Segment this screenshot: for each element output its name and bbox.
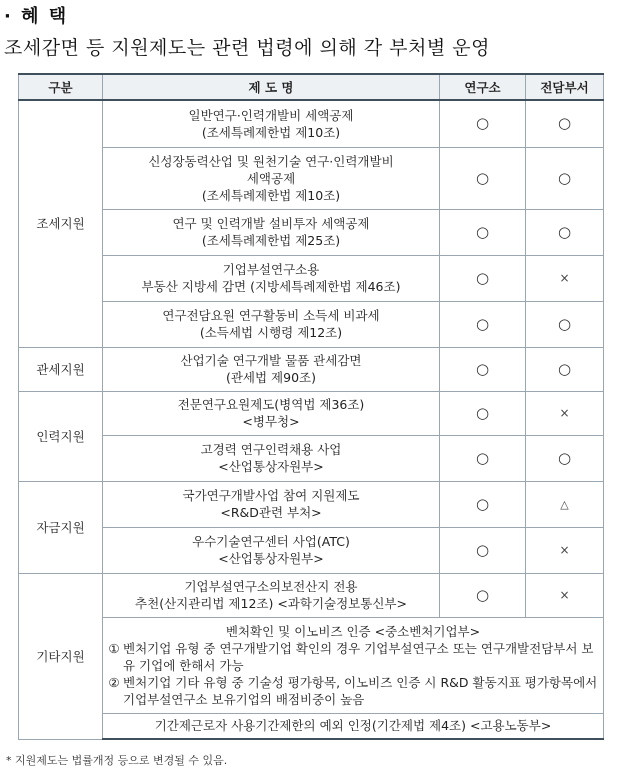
dept-mark: △ xyxy=(526,481,604,527)
system-cell xyxy=(103,573,440,617)
lab-mark: ○ xyxy=(440,391,526,435)
lab-mark: ○ xyxy=(440,435,526,481)
system-line: 일반연구·인력개발비 세액공제 xyxy=(188,107,354,123)
table-row xyxy=(19,347,604,391)
table-row xyxy=(19,147,604,209)
lab-mark: ○ xyxy=(440,347,526,391)
category-customs: 관세지원 xyxy=(19,347,103,391)
header-dept: 전담부서 xyxy=(526,74,604,100)
list-item xyxy=(105,674,601,708)
system-cell xyxy=(103,481,440,527)
table-row xyxy=(19,481,604,527)
table-row xyxy=(19,713,604,739)
lab-mark: ○ xyxy=(440,573,526,617)
dept-mark: × xyxy=(526,527,604,573)
system-cell xyxy=(103,209,440,255)
table-row xyxy=(19,301,604,347)
list-item xyxy=(105,640,601,674)
lab-mark: ○ xyxy=(440,481,526,527)
system-line: 연구 및 인력개발 설비투자 세액공제 xyxy=(172,216,370,231)
header-category: 구분 xyxy=(19,74,103,100)
system-line: (조세특례제한법 제25조) xyxy=(201,233,341,248)
footnote: * 지원제도는 법률개정 등으로 변경될 수 있음. xyxy=(6,754,228,767)
system-cell xyxy=(103,255,440,301)
dept-mark: ○ xyxy=(526,347,604,391)
lab-mark: ○ xyxy=(440,209,526,255)
support-table xyxy=(18,73,604,740)
dept-mark: × xyxy=(526,255,604,301)
system-line: 우수기술연구센터 사업(ATC) xyxy=(192,534,350,549)
item-number: ① xyxy=(108,640,120,656)
table-row xyxy=(19,209,604,255)
table-row xyxy=(19,527,604,573)
system-line: 부동산 지방세 감면 (지방세특례제한법 제46조) xyxy=(141,279,401,294)
system-line: <산업통상자원부> xyxy=(218,551,324,566)
table-header-row xyxy=(19,74,604,100)
system-line: 기업부설연구소용 xyxy=(222,262,320,277)
system-cell xyxy=(103,301,440,347)
dept-mark: ○ xyxy=(526,100,604,147)
item-text: 벤처기업 기타 유형 중 기술성 평가항목, 이노비즈 인증 시 R&D 활동지표 평가항목에서 기업부설연구소 보유기업의 배점비중이 높음 xyxy=(123,674,598,707)
system-cell xyxy=(103,527,440,573)
lab-mark: ○ xyxy=(440,527,526,573)
dept-mark: ○ xyxy=(526,301,604,347)
system-cell xyxy=(103,391,440,435)
system-line: 산업기술 연구개발 물품 관세감면 xyxy=(180,353,362,368)
table-row xyxy=(19,617,604,713)
venture-cert-title: 벤처확인 및 이노비즈 인증 <중소벤처기업부> xyxy=(225,623,481,639)
system-line: 고경력 연구인력채용 사업 xyxy=(200,442,342,457)
dept-mark: ○ xyxy=(526,435,604,481)
dept-mark: ○ xyxy=(526,209,604,255)
system-line: (조세특례제한법 제10조) xyxy=(201,124,341,140)
system-line: 세액공제 xyxy=(246,170,296,186)
lab-mark: ○ xyxy=(440,100,526,147)
header-lab: 연구소 xyxy=(440,74,526,100)
system-line: 기업부설연구소의보전산지 전용 xyxy=(184,579,358,594)
system-cell xyxy=(103,435,440,481)
dept-mark: × xyxy=(526,573,604,617)
system-line: <산업통상자원부> xyxy=(218,459,324,474)
lab-mark: ○ xyxy=(440,301,526,347)
item-number: ② xyxy=(108,674,120,690)
fixed-term-exception: 기간제근로자 사용기간제한의 예외 인정(기간제법 제4조) <고용노동부> xyxy=(103,713,604,739)
system-line: (조세특례제한법 제10조) xyxy=(201,187,341,203)
system-line: 연구전담요원 연구활동비 소득세 비과세 xyxy=(162,308,380,323)
table-row xyxy=(19,255,604,301)
category-funding: 자금지원 xyxy=(19,481,103,573)
category-other: 기타지원 xyxy=(19,573,103,739)
system-line: 추천(산지관리법 제12조) <과학기술정보통신부> xyxy=(135,596,407,611)
system-line: 전문연구요원제도(병역법 제36조) xyxy=(177,397,365,412)
system-cell xyxy=(103,147,440,209)
section-subtitle: 조세감면 등 지원제도는 관련 법령에 의해 각 부처별 운영 xyxy=(4,37,490,59)
system-line: 국가연구개발사업 참여 지원제도 xyxy=(182,488,360,503)
dept-mark: × xyxy=(526,391,604,435)
table-row xyxy=(19,435,604,481)
lab-mark: ○ xyxy=(440,255,526,301)
header-system: 제 도 명 xyxy=(103,74,440,100)
category-tax: 조세지원 xyxy=(19,100,103,347)
section-heading: · 혜 택 xyxy=(4,6,69,27)
lab-mark: ○ xyxy=(440,147,526,209)
table-row xyxy=(19,100,604,147)
system-line: 신성장동력산업 및 원천기술 연구·인력개발비 xyxy=(148,153,394,169)
system-cell xyxy=(103,100,440,147)
dept-mark: ○ xyxy=(526,147,604,209)
system-line: <병무청> xyxy=(242,414,300,429)
system-line: (관세법 제90조) xyxy=(225,370,316,385)
system-cell xyxy=(103,347,440,391)
system-line: (소득세법 시행령 제12조) xyxy=(199,325,343,340)
table-row xyxy=(19,391,604,435)
other-support-block xyxy=(103,617,604,713)
system-line: <R&D관련 부처> xyxy=(220,505,322,520)
table-row xyxy=(19,573,604,617)
item-text: 벤처기업 유형 중 연구개발기업 확인의 경우 기업부설연구소 또는 연구개발전담부서 보유 기업에 한해서 가능 xyxy=(123,640,594,673)
category-personnel: 인력지원 xyxy=(19,391,103,481)
